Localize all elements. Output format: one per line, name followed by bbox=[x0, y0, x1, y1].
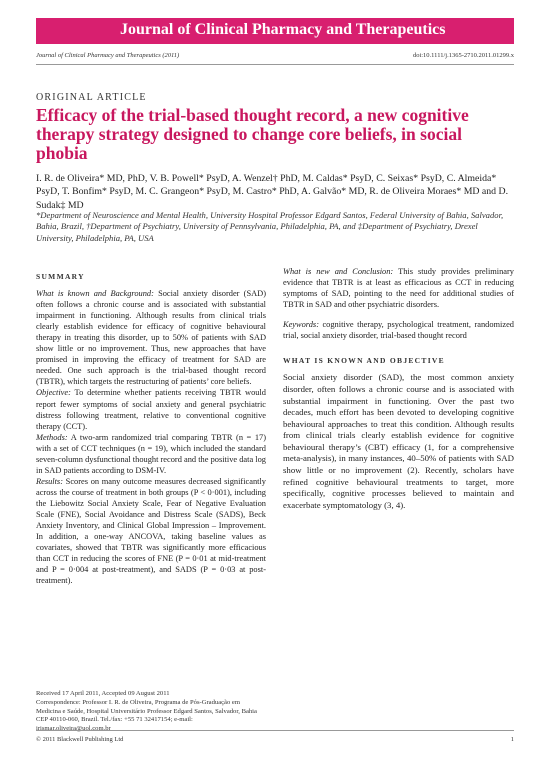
correspondence-note bbox=[36, 690, 266, 734]
summary-results bbox=[36, 476, 266, 586]
author-list: I. R. de Oliveira* MD, PhD, V. B. Powell* PsyD, A. Wenzel† PhD, M. Caldas* PsyD, C. Seixas* PsyD, C. Almeida* PsyD, T. Bonfim* PsyD, M. C. Grangeon* PsyD, M. Castro* PhD, A. Galvão* MD, R. de Oliveira Moraes* MD and D. Sudak‡ MD bbox=[36, 173, 509, 211]
affiliations: *Department of Neuroscience and Mental Health, University Hospital Professor Edgard Santos, Federal University of Bahia, Salvador, Bahia, Brazil, †Department of Psychiatry, University of Pennsylvania, Philadelphia, PA, and ‡Department of Psychiatry, Drexel University, Philadelphia, PA, USA bbox=[36, 210, 504, 243]
background-label: What is known and Background: bbox=[36, 289, 154, 299]
page-number: 1 bbox=[510, 736, 514, 743]
section-body: Social anxiety disorder (SAD), the most common anxiety disorder, often follows a chronic course and is associated with substantial impairment in functioning. Over the past two decades, much effort has been devoted to developing cognitive behavioural approaches to treat this condition. Although results from clinical trials clearly establish evidence for cognitive behavioural therapy’s (CBT) efficacy (1, for a comprehensive meta-analysis), in many instances, 40–50% of patients with SAD show little or no improvement (2). Recently, scholars have refined cognitive behavioural treatments to target, more specifically, cognitive processes believed to maintain and exacerbate symptomatology (3, 4). bbox=[283, 372, 514, 510]
methods-label: Methods: bbox=[36, 432, 68, 442]
footer-rule bbox=[36, 730, 514, 731]
header-rule bbox=[36, 64, 514, 65]
received-dates: Received 17 April 2011, Accepted 09 August 2011 bbox=[36, 690, 170, 697]
summary-conclusion bbox=[283, 266, 514, 310]
conclusion-text: This study provides preliminary evidence that TBTR is at least as efficacious as CCT in reducing symptoms of SAD, pointing to the need for additional studies of TBTR in SAD and other psychiatric disorders. bbox=[283, 267, 514, 310]
journal-banner bbox=[36, 18, 514, 44]
summary-methods bbox=[36, 432, 266, 476]
summary-right-column bbox=[283, 266, 514, 511]
keywords bbox=[283, 319, 514, 341]
summary-left-column bbox=[36, 266, 266, 586]
results-label: Results: bbox=[36, 476, 63, 486]
keywords-label: Keywords: bbox=[283, 320, 319, 330]
copyright: © 2011 Blackwell Publishing Ltd bbox=[36, 736, 124, 743]
keywords-text: cognitive therapy, psychological treatment, randomized trial, social anxiety disorder, trial-based thought record bbox=[283, 320, 514, 341]
methods-text: A two-arm randomized trial comparing TBTR (n = 17) with a set of CCT techniques (n = 19), which included the standard seven-column dysfunctional thought record and the positive data log in SAD patients according to DSM-IV. bbox=[36, 432, 266, 475]
summary-background bbox=[36, 288, 266, 387]
article-type: ORIGINAL ARTICLE bbox=[36, 92, 147, 103]
correspondence-address: Correspondence: Professor I. R. de Oliveira, Programa de Pós-Graduação em Medicina e Saúde, Hospital Universitário Professor Edgard Santos, Salvador, Bahia CEP 40110-060, Brazil. Tel./fax: +55 71 32417154; e-mail: irismar.oliveira@uol.com.br bbox=[36, 698, 257, 733]
objective-label: Objective: bbox=[36, 388, 71, 398]
conclusion-label: What is new and Conclusion: bbox=[283, 267, 394, 276]
summary-heading: SUMMARY bbox=[36, 272, 85, 281]
journal-title: Journal of Clinical Pharmacy and Therapeutics bbox=[120, 21, 446, 38]
section-heading: WHAT IS KNOWN AND OBJECTIVE bbox=[283, 356, 445, 366]
results-text: Scores on many outcome measures decreased significantly across the course of treatment in both groups (P < 0·001), including the Liebowitz Social Anxiety Scale, Fear of Negative Evaluation Scale (FNE), Social Avoidance and Distress Scale (SADS), Beck Anxiety Inventory, and Clinical Global Impression – Improvement. In addition, a one-way ANCOVA, taking baseline values as covariates, showed that TBTR was significantly more efficacious than CCT in reducing the scores of FNE (P = 0·01 at mid-treatment and P = 0·004 at post-treatment), and SADS (P = 0·03 at post-treatment). bbox=[36, 476, 266, 586]
objective-text: To determine whether patients receiving TBTR would report fewer symptoms of social anxiety and general psychiatric distress following treatment, relative to conventional cognitive therapy (CCT). bbox=[36, 388, 266, 431]
doi: doi:10.1111/j.1365-2710.2011.01299.x bbox=[412, 52, 514, 59]
background-text: Social anxiety disorder (SAD) often follows a chronic course and is associated with substantial impairment in functioning. Although results from clinical trials clearly establish evidence for efficacy of cognitive behavioural therapy in treating this disorder, up to 50% of patients with SAD show little or no improvement. Thus, new approaches that have promised in improving the efficacy of treatment for SAD are needed. One such approach is the trial-based thought record (TBTR), which targets the restructuring of patients’ core beliefs. bbox=[36, 289, 266, 387]
article-title: Efficacy of the trial-based thought record, a new cognitive therapy strategy designed to change core beliefs, in social phobia bbox=[36, 105, 469, 163]
citation: Journal of Clinical Pharmacy and Therapeutics (2011) bbox=[36, 52, 180, 59]
summary-objective bbox=[36, 387, 266, 431]
